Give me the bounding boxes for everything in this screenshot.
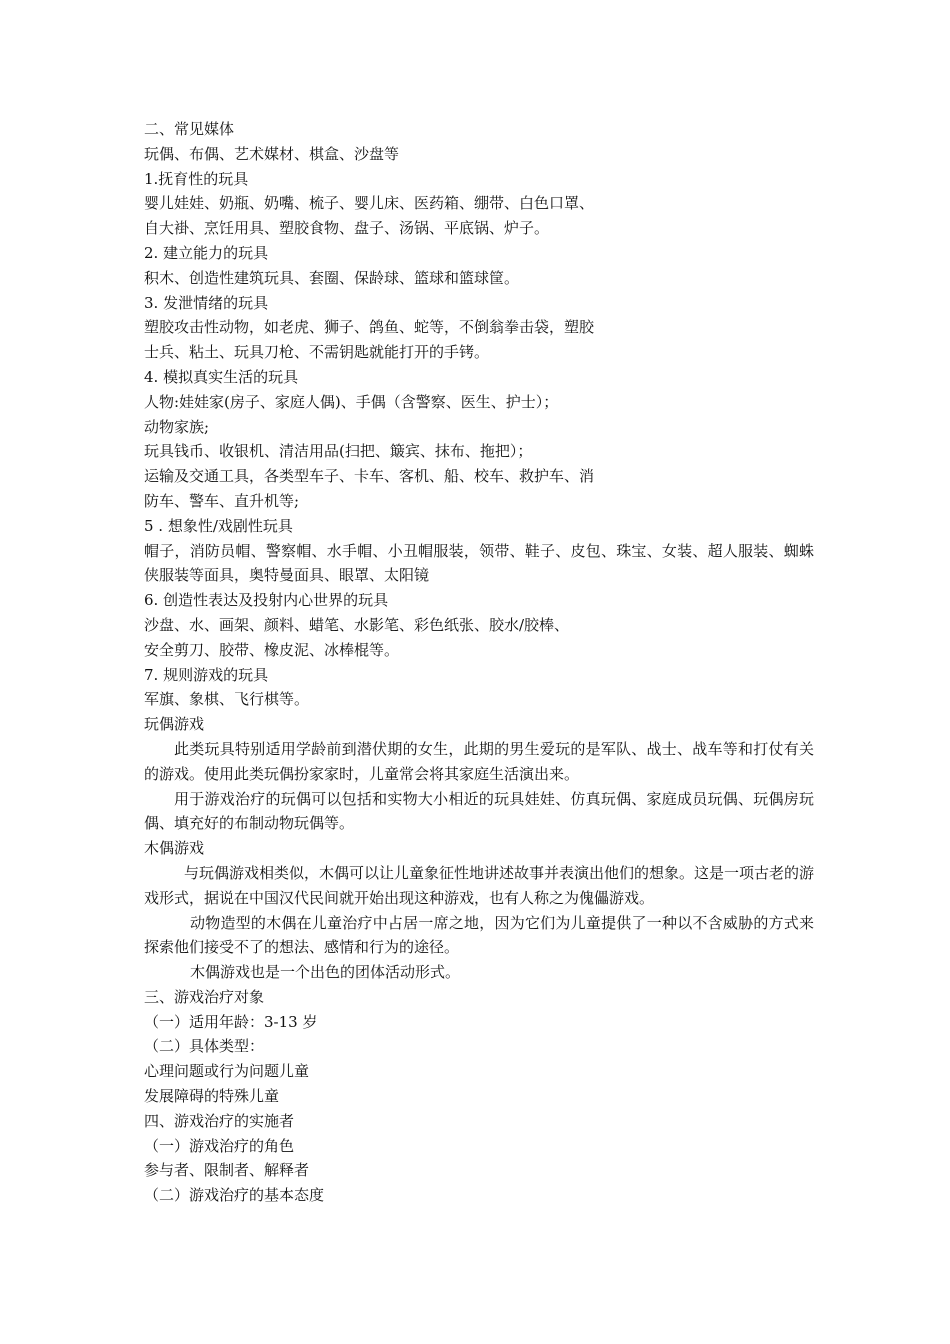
paragraph: 安全剪刀、胶带、橡皮泥、冰棒棍等。 [144, 640, 400, 659]
paragraph: 玩偶、布偶、艺术媒材、棋盒、沙盘等 [144, 144, 400, 163]
paragraph: 积木、创造性建筑玩具、套圈、保龄球、篮球和篮球筐。 [144, 268, 520, 287]
paragraph: 防车、警车、直升机等; [144, 491, 300, 510]
subheading: 4. 模拟真实生活的玩具 [144, 367, 299, 386]
paragraph: 参与者、限制者、解释者 [144, 1161, 310, 1180]
subheading: 2. 建立能力的玩具 [144, 243, 269, 262]
section-heading: 二、常见媒体 [144, 120, 235, 138]
subheading: （二）游戏治疗的基本态度 [144, 1186, 325, 1205]
paragraph: 士兵、粘土、玩具刀枪、不需钥匙就能打开的手铐。 [144, 343, 490, 362]
subheading: （一）游戏治疗的角色 [144, 1136, 295, 1155]
section-heading: 玩偶游戏 [144, 715, 205, 734]
paragraph: 自大褂、烹饪用具、塑胶食物、盘子、汤锅、平底锅、炉子。 [144, 219, 550, 238]
paragraph: 动物造型的木偶在儿童治疗中占居一席之地，因为它们为儿童提供了一种以不含威胁的方式来探索他们接受不了的想法、感情和行为的途径。 [144, 913, 814, 957]
paragraph: 婴儿娃娃、奶瓶、奶嘴、梳子、婴儿床、医药箱、绷带、白色口罩、 [144, 194, 595, 213]
subheading: （一）适用年龄：3-13 岁 [144, 1012, 318, 1031]
paragraph: 玩具钱币、收银机、清洁用品(扫把、簸宾、抹布、拖把）； [144, 442, 533, 461]
document-body [144, 117, 814, 1208]
subheading: （二）具体类型： [144, 1037, 265, 1056]
paragraph: 动物家族; [144, 417, 210, 436]
paragraph: 木偶游戏也是一个出色的团体活动形式。 [190, 963, 461, 982]
subheading: 7. 规则游戏的玩具 [144, 665, 269, 684]
paragraph: 此类玩具特别适用学龄前到潜伏期的女生，此期的男生爱玩的是军队、战士、战车等和打仗有关的游戏。使用此类玩偶扮家家时，儿童常会将其家庭生活演出来。 [144, 739, 814, 783]
paragraph: 塑胶攻击性动物，如老虎、狮子、鸽鱼、蛇等，不倒翁拳击袋，塑胶 [144, 318, 595, 337]
paragraph: 与玩偶游戏相类似，木偶可以让儿童象征性地讲述故事并表演出他们的想象。这是一项古老的游戏形式，据说在中国汉代民间就开始出现这种游戏，也有人称之为傀儡游戏。 [144, 863, 815, 907]
section-heading: 木偶游戏 [144, 839, 205, 858]
paragraph: 用于游戏治疗的玩偶可以包括和实物大小相近的玩具娃娃、仿真玩偶、家庭成员玩偶、玩偶房玩偶、填充好的布制动物玩偶等。 [144, 789, 814, 833]
section-heading: 四、游戏治疗的实施者 [144, 1111, 295, 1130]
subheading: 3. 发泄情绪的玩具 [144, 293, 269, 312]
paragraph: 运输及交通工具，各类型车子、卡车、客机、船、校车、救护车、消 [144, 467, 595, 486]
subheading: 6. 创造性表达及投射内心世界的玩具 [144, 591, 389, 610]
paragraph: 发展障碍的特殊儿童 [144, 1087, 280, 1106]
paragraph: 帽子，消防员帽、警察帽、水手帽、小丑帽服装，领带、鞋子、皮包、珠宝、女装、超人服装、蜘蛛侠服装等面具，奥特曼面具、眼罩、太阳镜 [144, 541, 814, 585]
section-heading: 三、游戏治疗对象 [144, 987, 265, 1006]
subheading: 1.抚育性的玩具 [144, 169, 249, 188]
subheading: 5 . 想象性/戏剧性玩具 [144, 516, 293, 535]
paragraph: 心理问题或行为问题儿童 [144, 1062, 310, 1081]
paragraph: 沙盘、水、画架、颜料、蜡笔、水影笔、彩色纸张、胶水/胶棒、 [144, 615, 570, 634]
paragraph: 人物:娃娃家(房子、家庭人偶)、手偶（含警察、医生、护士）； [144, 392, 559, 411]
paragraph: 军旗、象棋、飞行棋等。 [144, 690, 310, 709]
